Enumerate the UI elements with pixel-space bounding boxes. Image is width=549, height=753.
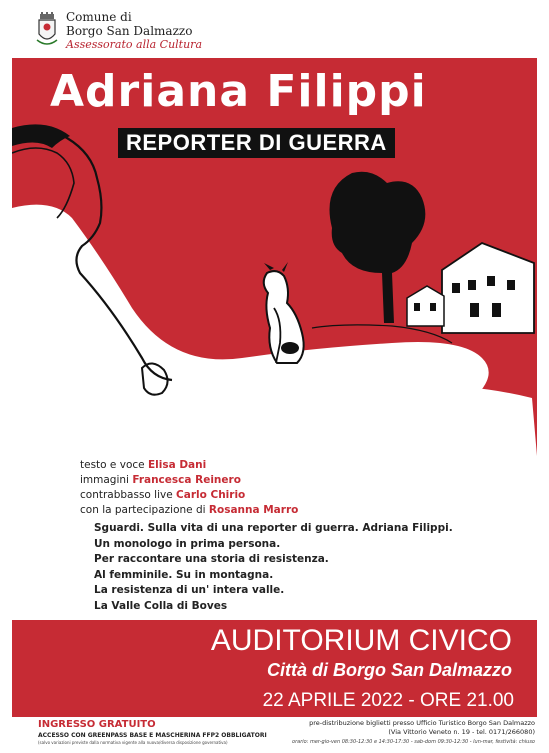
credits xyxy=(80,458,298,518)
presale-info xyxy=(300,719,535,737)
description-line: Sguardi. Sulla vita di una reporter di guerra. Adriana Filippi. xyxy=(94,522,453,534)
description xyxy=(94,521,453,614)
event-venue: AUDITORIUM CIVICO xyxy=(210,624,512,657)
poster-illustration xyxy=(12,58,537,456)
dog-icon xyxy=(264,262,304,363)
credit-name: Rosanna Marro xyxy=(208,504,299,516)
poster-subtitle: REPORTER DI GUERRA xyxy=(118,128,395,158)
credit-line: testo e voce Elisa Dani xyxy=(80,459,207,471)
free-entry-label: INGRESSO GRATUITO xyxy=(38,719,156,730)
credit-name: Carlo Chirio xyxy=(176,489,246,501)
woman-hair xyxy=(12,124,70,148)
poster-title: Adriana Filippi xyxy=(50,66,427,117)
entry-requirements: ACCESSO CON GREENPASS BASE E MASCHERINA FFP2 OBBLIGATORI xyxy=(38,732,267,739)
presale-line2: (Via Vittorio Veneto n. 19 - tel. 0171/266080) xyxy=(388,728,535,736)
municipal-crest-icon xyxy=(34,12,60,48)
credit-name: Francesca Reinero xyxy=(132,474,241,486)
event-city: Città di Borgo San Dalmazzo xyxy=(266,660,512,680)
description-line: Al femminile. Su in montagna. xyxy=(94,568,274,581)
description-line: La resistenza di un' intera valle. xyxy=(94,584,285,596)
credit-line: con la partecipazione di Rosanna Marro xyxy=(80,504,299,516)
presale-line1: pre-distribuzione biglietti presso Ufficio Turistico Borgo San Dalmazzo xyxy=(309,719,535,727)
municipality-line1: Comune di xyxy=(66,10,132,24)
municipality-line2: Borgo San Dalmazzo xyxy=(66,24,193,38)
event-datetime: 22 APRILE 2022 - ORE 21.00 xyxy=(262,690,514,711)
department-name: Assessorato alla Cultura xyxy=(66,38,203,51)
credit-name: Elisa Dani xyxy=(147,459,207,471)
entry-note: (salvo variazioni previste dalla normativa vigente alla nuova/diversa disposizione governativa) xyxy=(38,740,228,745)
office-hours: orario: mer-gio-ven 08:30-12:30 e 14:30-17:30 - sab-dom 09:30-12:30 - lun-mar, festività: chiuso xyxy=(292,739,535,745)
credit-line: contrabbasso live Carlo Chirio xyxy=(80,489,246,501)
description-line: La Valle Colla di Boves xyxy=(94,599,228,612)
credit-line: immagini Francesca Reinero xyxy=(80,474,241,486)
description-line: Un monologo in prima persona. xyxy=(94,537,281,550)
description-line: Per raccontare una storia di resistenza. xyxy=(94,553,329,565)
house-icon xyxy=(407,243,534,333)
municipality-name xyxy=(66,10,192,38)
